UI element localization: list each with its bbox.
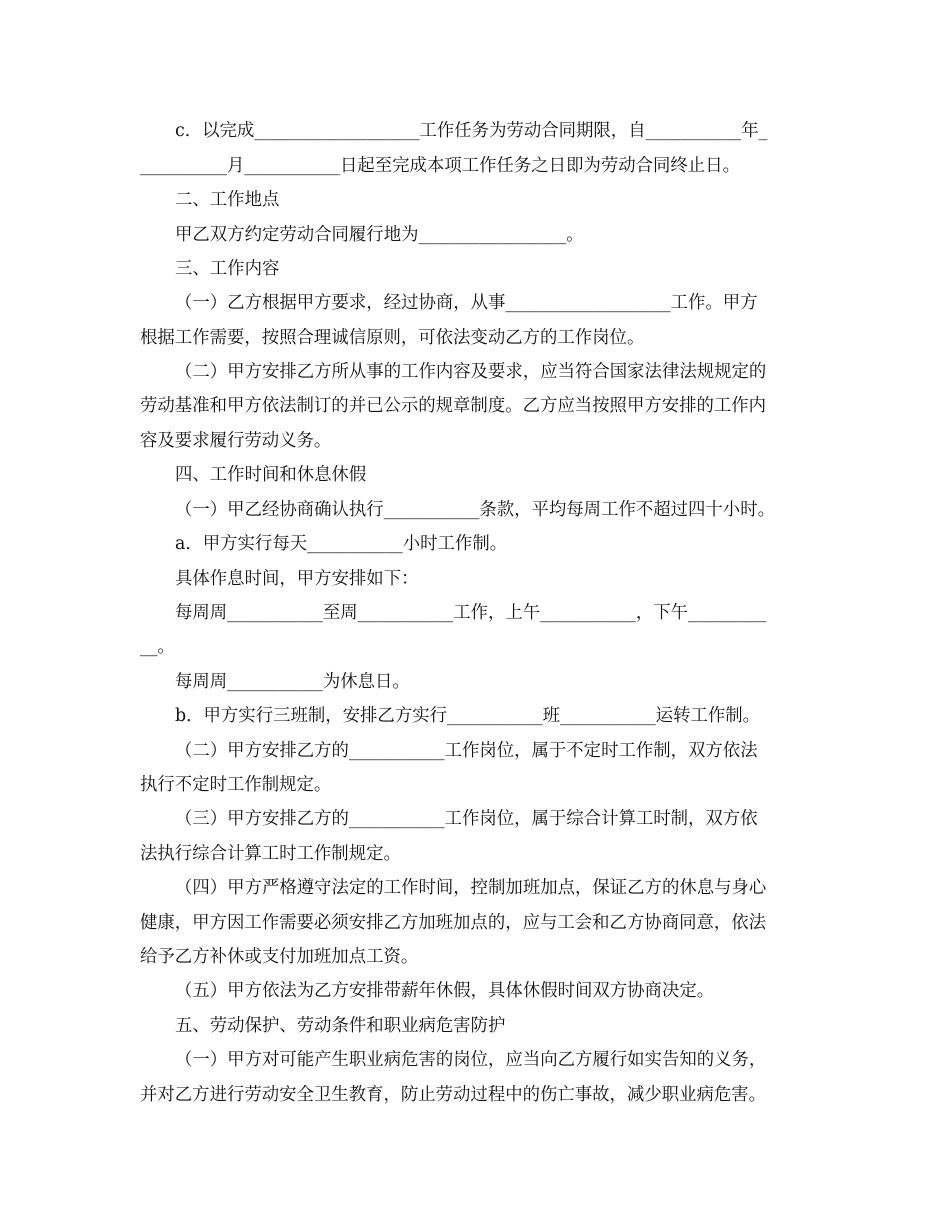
text-line: （五）甲方依法为乙方安排带薪年休假，具体休假时间双方协商决定。	[175, 981, 715, 1001]
text-line: 甲乙双方约定劳动合同履行地为_________________。	[175, 225, 584, 245]
text-line: 并对乙方进行劳动安全卫生教育，防止劳动过程中的伤亡事故，减少职业病危害。	[140, 1085, 767, 1105]
text-line: （三）甲方安排乙方的___________工作岗位，属于综合计算工时制，双方依	[175, 809, 758, 829]
text-line: （四）甲方严格遵守法定的工作时间，控制加班加点，保证乙方的休息与身心	[175, 878, 767, 898]
text-line: __。	[140, 637, 175, 657]
text-line: （一）甲方对可能产生职业病危害的岗位，应当向乙方履行如实告知的义务，	[175, 1050, 767, 1070]
section-heading: 二、工作地点	[175, 190, 280, 210]
text-line: 执行不定时工作制规定。	[140, 775, 332, 795]
text-line: 根据工作需要，按照合理诚信原则，可依法变动乙方的工作岗位。	[140, 328, 645, 348]
text-line: __________月___________日起至完成本项工作任务之日即为劳动合同终止日。	[140, 156, 740, 176]
text-line: 劳动基准和甲方依法制订的并已公示的规章制度。乙方应当按照甲方安排的工作内	[140, 396, 767, 416]
text-line: a．甲方实行每天___________小时工作制。	[175, 534, 508, 554]
section-heading: 四、工作时间和休息休假	[175, 465, 367, 485]
text-line: 具体作息时间，甲方安排如下：	[175, 569, 419, 589]
text-line: 容及要求履行劳动义务。	[140, 431, 332, 451]
text-line: 法执行综合计算工时工作制规定。	[140, 844, 401, 864]
text-line: 每周周___________至周___________工作，上午___________，下午_________	[175, 603, 767, 623]
text-line: c．以完成___________________工作任务为劳动合同期限，自___________年_	[175, 121, 768, 141]
section-heading: 三、工作内容	[175, 259, 280, 279]
text-line: （一）甲乙经协商确认执行___________条款，平均每周工作不超过四十小时。	[175, 500, 775, 520]
text-line: 健康，甲方因工作需要必须安排乙方加班加点的，应与工会和乙方协商同意，依法	[140, 913, 767, 933]
section-heading: 五、劳动保护、劳动条件和职业病危害防护	[175, 1016, 506, 1036]
text-line: 给予乙方补休或支付加班加点工资。	[140, 947, 419, 967]
text-line: （一）乙方根据甲方要求，经过协商，从事___________________工作。甲方	[175, 293, 758, 313]
text-line: （二）甲方安排乙方所从事的工作内容及要求，应当符合国家法律法规规定的	[175, 362, 767, 382]
text-line: （二）甲方安排乙方的___________工作岗位，属于不定时工作制，双方依法	[175, 741, 758, 761]
text-line: 每周周___________为休息日。	[175, 672, 410, 692]
text-line: b．甲方实行三班制，安排乙方实行___________班___________运转工作制。	[175, 706, 761, 726]
